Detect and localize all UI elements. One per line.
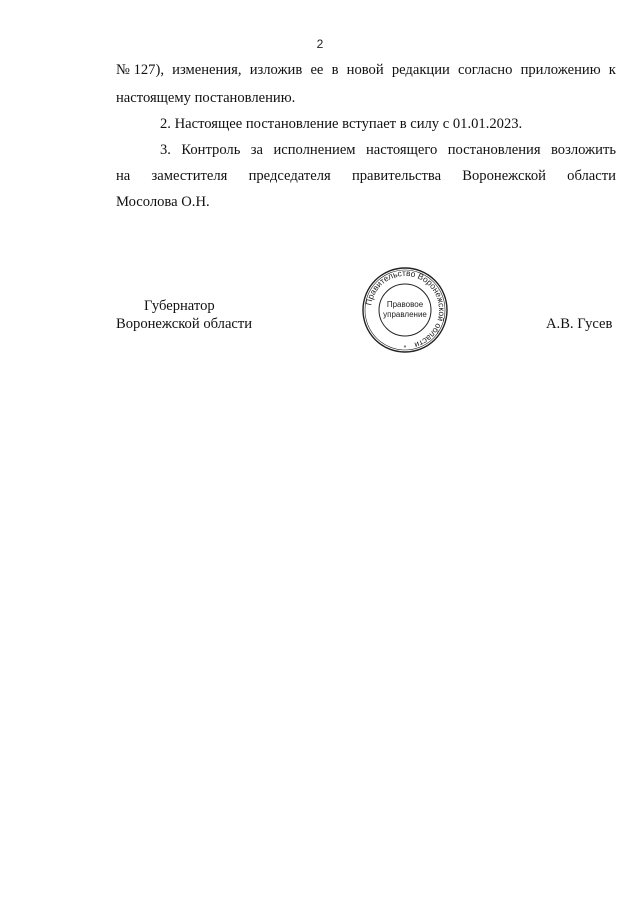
word: редакции [391,62,450,78]
seal-inner-line-1: Правовое [386,300,424,309]
paragraph-line-1 [116,61,616,79]
word: 3. [160,142,171,158]
word: к [608,62,616,78]
word: изменения, [172,62,242,78]
paragraph-line-5: Мосолова О.Н. [116,194,210,210]
seal-star: * [403,345,407,352]
word: возложить [550,142,616,158]
seal-inner-line-2: управление [383,310,427,319]
paragraph-item-3 [160,141,616,159]
word: приложению [520,62,601,78]
seal-graphic [357,266,453,354]
signer-position-line-2: Воронежской области [116,316,253,332]
word: Контроль [181,142,241,158]
signer-name: А.В. Гусев [546,316,613,332]
signer-position-line-1: Губернатор [144,298,215,314]
paragraph-line-2: настоящему постановлению. [116,90,296,106]
word: изложив [249,62,303,78]
paragraph-line-4 [116,167,616,185]
word: области [567,168,616,184]
word: в [331,62,339,78]
word: Воронежской [462,168,546,184]
seal-outer-text: Правительство Воронежской области [363,267,448,351]
word: согласно [458,62,513,78]
word: правительства [351,168,442,184]
word: № 127), [116,62,164,78]
word: новой [346,62,384,78]
page-number: 2 [316,37,324,51]
word: исполнением [273,142,356,158]
word: постановления [447,142,541,158]
word: на [116,168,131,184]
official-seal [357,266,453,354]
word: настоящего [365,142,438,158]
word: председателя [248,168,331,184]
paragraph-item-2: 2. Настоящее постановление вступает в силу с 01.01.2023. [160,116,523,132]
word: заместителя [151,168,228,184]
word: ее [310,62,324,78]
word: за [250,142,264,158]
